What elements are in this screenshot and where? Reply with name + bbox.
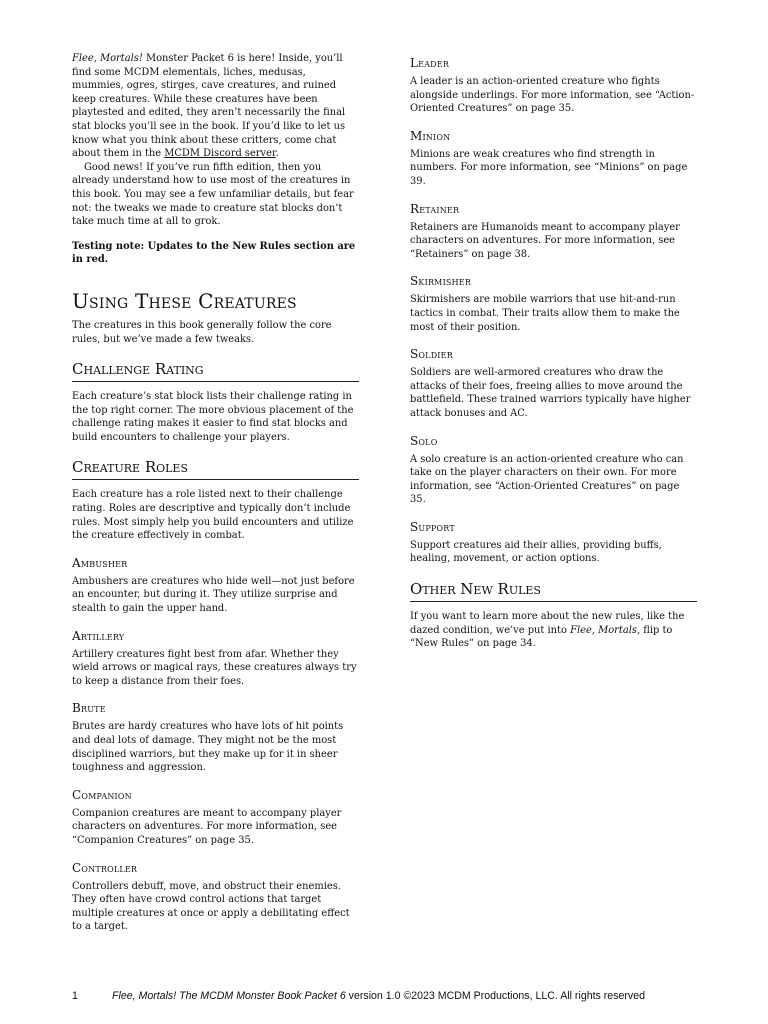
discord-link[interactable]: MCDM Discord server bbox=[164, 148, 276, 160]
challenge-text: Each creature’s stat block lists their challenge rating in the top right corner. The more obvious placement of the challenge rating makes it easier to find stat blocks and build encounters to challenge your players. bbox=[72, 391, 354, 443]
role-heading-artillery: Artillery bbox=[72, 628, 125, 643]
role-heading-controller: Controller bbox=[72, 860, 138, 875]
role-heading-skirmisher: Skirmisher bbox=[410, 274, 472, 289]
role-text-minion: Minions are weak creatures who find strength in numbers. For more information, see “Minions” on page 39. bbox=[410, 148, 688, 187]
other-rules-text bbox=[410, 610, 697, 651]
using-text: The creatures in this book generally follow the core rules, but we’ve made a few tweaks. bbox=[72, 319, 332, 345]
footer-book-title: Flee, Mortals! The MCDM Monster Book Packet 6 bbox=[112, 990, 346, 1002]
right-column bbox=[410, 52, 697, 651]
role-text-retainer: Retainers are Humanoids meant to accompany player characters on adventures. For more information, see “Retainers” on page 38. bbox=[410, 221, 680, 260]
left-column bbox=[72, 52, 359, 934]
intro-end: . bbox=[275, 148, 279, 160]
footer-copyright: version 1.0 ©2023 MCDM Productions, LLC. All rights reserved bbox=[345, 990, 645, 1002]
role-text-solo: A solo creature is an action-oriented creature who can take on the player characters on their own. For more information, see “Action-Oriented Creatures” on page 35. bbox=[410, 453, 684, 506]
role-text-leader: A leader is an action-oriented creature who fights alongside underlings. For more information, see “Action-Oriented Creatures” on page 35. bbox=[410, 76, 695, 115]
intro-text: Monster Packet 6 is here! Inside, you’ll find some MCDM elementals, liches, medusas, mummies, ogres, stirges, cave creatures, and ruined keep creatures. While these creatures have been playtested and edited, they aren’t necessarily the final stat blocks you’ll see in the book. If you’d like to let us know what you think about these critters, come chat about them in the bbox=[72, 53, 346, 160]
role-heading-ambusher: Ambusher bbox=[72, 555, 128, 570]
page-number: 1 bbox=[72, 990, 78, 1002]
role-heading-soldier: Soldier bbox=[410, 347, 453, 362]
role-text-support: Support creatures aid their allies, providing buffs, healing, movement, or action options. bbox=[410, 539, 662, 565]
role-heading-retainer: Retainer bbox=[410, 201, 460, 216]
role-text-companion: Companion creatures are meant to accompany player characters on adventures. For more information, see “Companion Creatures” on page 35. bbox=[72, 807, 342, 846]
roles-heading: Creature Roles bbox=[72, 458, 359, 480]
role-text-soldier: Soldiers are well-armored creatures who draw the attacks of their foes, freeing allies to move around the battlefield. These trained warriors typically have higher attack bonuses and AC. bbox=[410, 367, 691, 419]
role-text-ambusher: Ambushers are creatures who hide well—not just before an encounter, but during it. They utilize surprise and stealth to gain the upper hand. bbox=[72, 575, 355, 615]
role-heading-support: Support bbox=[410, 519, 455, 534]
role-text-skirmisher: Skirmishers are mobile warriors that use hit-and-run tactics in combat. Their traits allow them to make the most of their position. bbox=[410, 294, 680, 333]
other-rules-heading: Other New Rules bbox=[410, 580, 697, 602]
other-rules-text-a: If you want to learn more about the new rules, like the dazed condition, we’ve put into bbox=[410, 611, 685, 636]
good-news-paragraph: Good news! If you’ve run fifth edition, then you already understand how to use most of the creatures in this book. You may see a few unfamiliar details, but fear not: the tweaks we made to creature stat blocks don’t take much time at all to grok. bbox=[72, 161, 354, 228]
role-heading-leader: Leader bbox=[410, 56, 450, 70]
challenge-heading: Challenge Rating bbox=[72, 360, 359, 382]
role-text-controller: Controllers debuff, move, and obstruct their enemies. They often have crowd control actions that target multiple creatures at once or apply a debilitating effect to a target. bbox=[72, 880, 350, 933]
other-rules-italic: Flee, Mortals, bbox=[570, 624, 641, 636]
role-text-brute: Brutes are hardy creatures who have lots of hit points and deal lots of damage. They might not be the most disciplined warriors, but they make up for it in sheer toughness and aggression. bbox=[72, 721, 344, 774]
role-heading-solo: Solo bbox=[410, 433, 438, 448]
role-text-artillery: Artillery creatures fight best from afar. Whether they wield arrows or magical rays, these creatures always try to keep a distance from their foes. bbox=[72, 648, 357, 687]
roles-text: Each creature has a role listed next to their challenge rating. Roles are descriptive and typically don’t include rules. Most simply help you build encounters and utilize the creature effectively in combat. bbox=[72, 489, 354, 542]
testing-note: Testing note: Updates to the New Rules section are in red. bbox=[72, 240, 356, 266]
role-heading-companion: Companion bbox=[72, 787, 132, 802]
using-heading: Using These Creatures bbox=[72, 288, 297, 313]
intro-paragraph bbox=[72, 52, 359, 161]
other-rules-text-b: flip to “New Rules” on page 34. bbox=[410, 624, 673, 650]
role-heading-brute: Brute bbox=[72, 701, 106, 716]
book-title-italic: Flee, Mortals! bbox=[72, 53, 143, 64]
page-footer bbox=[72, 990, 712, 1002]
role-heading-minion: Minion bbox=[410, 128, 451, 143]
